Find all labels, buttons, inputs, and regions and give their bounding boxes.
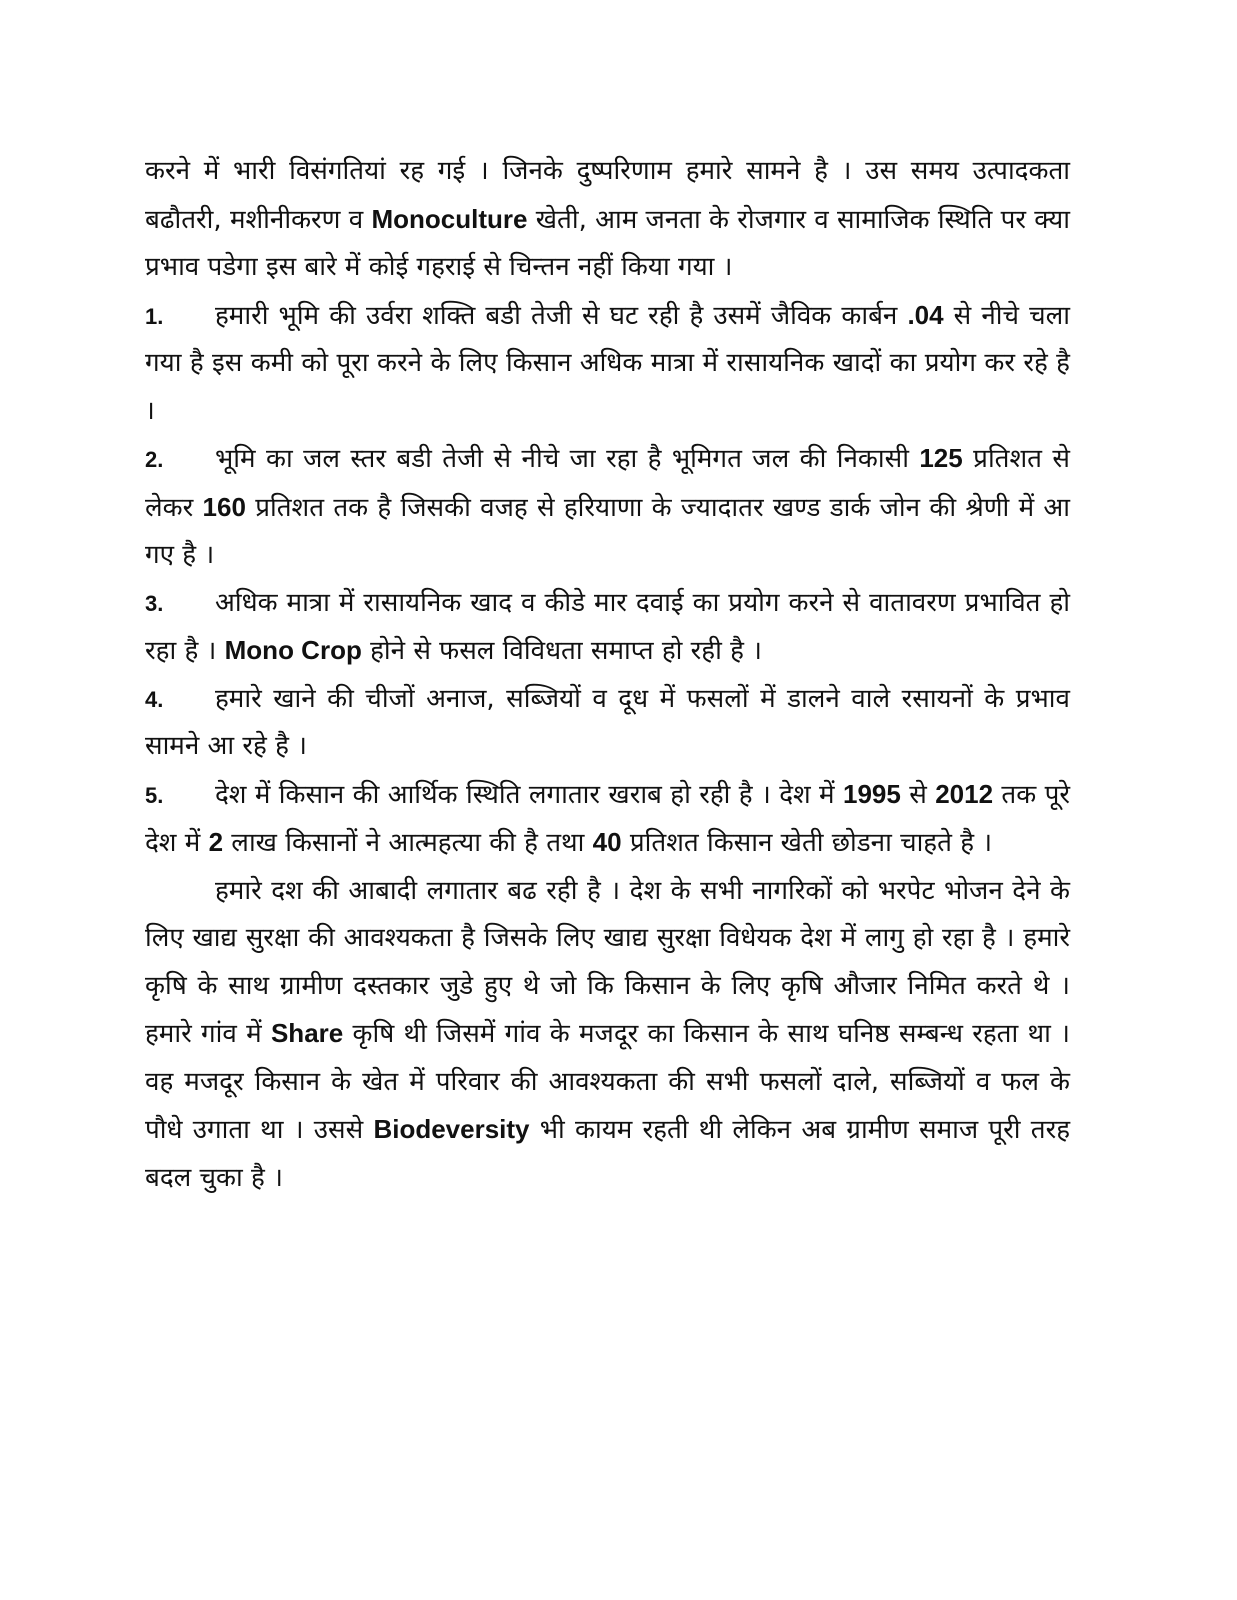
point-text: हमारे खाने की चीजों अनाज, सब्जियों व दूध में फसलों में डालने वाले रसायनों के प्रभाव सामने आ रहे है । (145, 683, 1070, 761)
latin-term: Share (270, 1018, 344, 1048)
numbered-point-3 (145, 580, 1070, 676)
point-text: भूमि का जल स्तर बडी तेजी से नीचे जा रहा है भूमिगत जल की निकासी 125 प्रतिशत से लेकर 160 प्रतिशत तक है जिसकी वजह से हरियाणा के ज्यादातर खण्ड डार्क जोन की श्रेणी में आ गए है । (145, 443, 1071, 570)
point-number: 1. (145, 303, 164, 329)
paragraph-text: करने में भारी विसंगतियां रह गई । जिनके दुष्परिणाम हमारे सामने है । उस समय उत्पादकता बढौतरी, मशीनीकरण व Monoculture खेती, आम जनता के रोजगार व सामाजिक स्थिति पर क्या प्रभाव पडेगा इस बारे में कोई गहराई से चिन्तन नहीं किया गया । (145, 156, 1071, 282)
paragraph-text: हमारे दश की आबादी लगातार बढ रही है । देश के सभी नागरिकों को भरपेट भोजन देने के लिए खाद्य सुरक्षा की आवश्यकता है जिसके लिए खाद्य सुरक्षा विधेयक देश में लागु हो रहा है । हमारे कृषि के साथ ग्रामीण दस्तकार जुडे हुए थे जो कि किसान के लिए कृषि औजार निमित करते थे । हमारे गांव में Share कृषि थी जिसमें गांव के मजदूर का किसान के साथ घनिष्ठ सम्बन्ध रहता था । वह मजदूर किसान के खेत में परिवार की आवश्यकता की सभी फसलों दाले, सब्जियों व फल के पौधे उगाता था । उससे Biodeversity भी कायम रहती थी लेकिन अब ग्रामीण समाज पूरी तरह बदल चुका है । (145, 875, 1071, 1193)
latin-term: 2012 (935, 778, 994, 809)
latin-term: 160 (202, 491, 246, 522)
latin-term: 125 (919, 443, 963, 473)
latin-term: Mono Crop (224, 635, 362, 665)
point-number: 3. (145, 590, 164, 616)
closing-paragraph (145, 868, 1070, 1203)
point-number: 4. (145, 686, 164, 712)
document-body (145, 148, 1070, 1202)
latin-term: 2 (208, 827, 224, 857)
latin-term: .04 (907, 299, 944, 330)
point-number: 2. (145, 447, 164, 472)
numbered-point-2 (145, 435, 1070, 580)
latin-term: 40 (592, 827, 622, 857)
intro-paragraph (145, 148, 1070, 292)
latin-term: 1995 (843, 778, 901, 809)
numbered-point-5 (145, 771, 1070, 868)
point-text: देश में किसान की आर्थिक स्थिति लगातार खराब हो रही है । देश में 1995 से 2012 तक पूरे देश में 2 लाख किसानों ने आत्महत्या की है तथा 40 प्रतिशत किसान खेती छोडना चाहते है । (145, 778, 1070, 858)
latin-term: Monoculture (371, 203, 528, 234)
numbered-point-4 (145, 676, 1070, 771)
numbered-point-1 (145, 292, 1070, 436)
latin-term: Biodeversity (373, 1114, 530, 1144)
point-number: 5. (145, 782, 164, 808)
point-text: हमारी भूमि की उर्वरा शक्ति बडी तेजी से घट रही है उसमें जैविक कार्बन .04 से नीचे चला गया है इस कमी को पूरा करने के लिए किसान अधिक मात्रा में रासायनिक खादों का प्रयोग कर रहे है । (145, 299, 1070, 426)
point-text: अधिक मात्रा में रासायनिक खाद व कीडे मार दवाई का प्रयोग करने से वातावरण प्रभावित हो रहा है । Mono Crop होने से फसल विविधता समाप्त हो रही है । (145, 587, 1070, 666)
